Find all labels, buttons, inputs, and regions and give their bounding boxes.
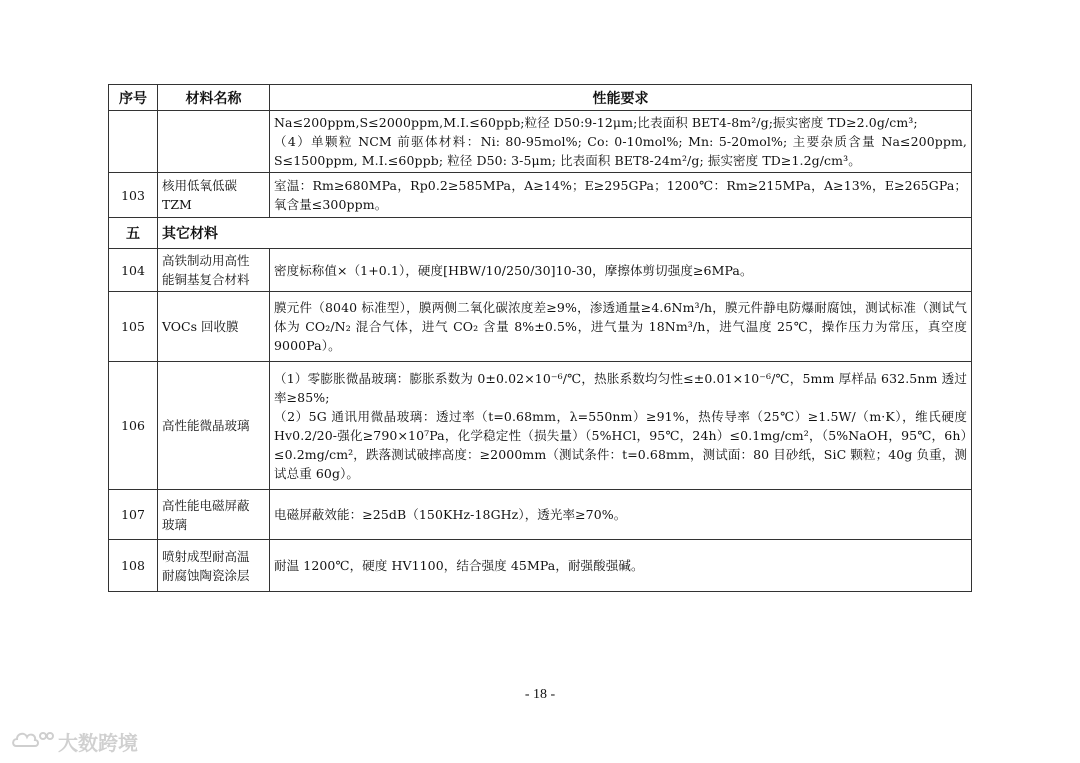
row-requirement bbox=[270, 249, 972, 292]
table-row bbox=[109, 540, 972, 592]
row-material-name bbox=[158, 292, 270, 362]
row-number bbox=[109, 111, 158, 173]
row-requirement bbox=[270, 292, 972, 362]
watermark bbox=[10, 728, 138, 754]
table-row bbox=[109, 173, 972, 218]
row-requirement bbox=[270, 173, 972, 218]
requirement-line: 耐温 1200℃，硬度 HV1100，结合强度 45MPa，耐强酸强碱。 bbox=[274, 558, 644, 573]
material-name-line: 玻璃 bbox=[162, 516, 188, 532]
row-material-name bbox=[158, 173, 270, 218]
material-name-line: VOCs 回收膜 bbox=[162, 319, 239, 334]
requirement-line: Na≤200ppm,S≤2000ppm,M.I.≤60ppb;粒径 D50:9-12μm;比表面积 BET4-8m²/g;振实密度 TD≥2.0g/cm³; bbox=[274, 115, 918, 130]
material-name-line: 高性能电磁屏蔽 bbox=[162, 497, 250, 513]
row-requirement bbox=[270, 362, 972, 490]
row-requirement bbox=[270, 490, 972, 540]
row-number: 106 bbox=[109, 362, 158, 490]
material-name-line: 核用低氧低碳 bbox=[162, 178, 238, 193]
table-row bbox=[109, 111, 972, 173]
row-material-name bbox=[158, 490, 270, 540]
watermark-text: 大数跨境 bbox=[58, 730, 138, 755]
row-material-name bbox=[158, 362, 270, 490]
requirement-line: （4）单颗粒 NCM 前驱体材料：Ni: 80-95mol%; Co: 0-10mol%; Mn: 5-20mol%; 主要杂质含量 Na≤200ppm, S≤1500ppm, M.I.≤60ppb; 粒径 D50: 3-5μm; 比表面积 BET8-24m²/g; 振实密度 TD≥1.2g/cm³。 bbox=[274, 134, 967, 168]
material-name-line: 喷射成型耐高温 bbox=[162, 548, 250, 564]
row-number: 108 bbox=[109, 540, 158, 592]
row-material-name bbox=[158, 249, 270, 292]
row-number: 103 bbox=[109, 173, 158, 218]
header-material-name: 材料名称 bbox=[158, 85, 270, 111]
spec-table bbox=[108, 84, 972, 592]
material-name-line: 能铜基复合材料 bbox=[162, 272, 250, 287]
table-header-row bbox=[109, 85, 972, 111]
table-row bbox=[109, 362, 972, 490]
row-number: 104 bbox=[109, 249, 158, 292]
section-row bbox=[109, 218, 972, 249]
row-requirement bbox=[270, 111, 972, 173]
row-material-name bbox=[158, 540, 270, 592]
requirement-line: 电磁屏蔽效能：≥25dB（150KHz-18GHz），透光率≥70%。 bbox=[274, 507, 627, 522]
requirement-line: 密度标称值×（1+0.1），硬度[HBW/10/250/30]10-30，摩擦体剪切强度≥6MPa。 bbox=[274, 262, 753, 278]
material-name-line: 高铁制动用高性 bbox=[162, 253, 250, 268]
row-material-name bbox=[158, 111, 270, 173]
requirement-line: 室温：Rm≥680MPa，Rp0.2≥585MPa，A≥14%；E≥295GPa；1200℃：Rm≥215MPa，A≥13%，E≥265GPa；氧含量≤300ppm。 bbox=[274, 178, 967, 212]
table-row bbox=[109, 292, 972, 362]
header-performance: 性能要求 bbox=[270, 85, 972, 111]
cloud-logo-icon bbox=[10, 726, 54, 756]
page-number: - 18 - bbox=[524, 687, 556, 702]
section-title: 其它材料 bbox=[158, 218, 972, 249]
row-requirement bbox=[270, 540, 972, 592]
material-name-line: TZM bbox=[162, 197, 192, 212]
section-number: 五 bbox=[109, 218, 158, 249]
requirement-line: 膜元件（8040 标准型），膜两侧二氧化碳浓度差≥9%，渗透通量≥4.6Nm³/h，膜元件静电防爆耐腐蚀，测试标准（测试气体为 CO₂/N₂ 混合气体，进气 CO₂ 含量 8%±0.5%，进气量为 18Nm³/h，进气温度 25℃，操作压力为常压，真空度 9000Pa）。 bbox=[274, 300, 967, 353]
table-row bbox=[109, 490, 972, 540]
table-row bbox=[109, 249, 972, 292]
material-name-line: 耐腐蚀陶瓷涂层 bbox=[162, 567, 250, 583]
requirement-line: （2）5G 通讯用微晶玻璃：透过率（t=0.68mm，λ=550nm）≥91%，热传导率（25℃）≥1.5W/（m·K），维氏硬度 Hv0.2/20-强化≥790×10⁷Pa，化学稳定性（损失量）（5%HCl，95℃，24h）≤0.1mg/cm²，（5%NaOH，95℃，6h）≤0.2mg/cm²，跌落测试破摔高度：≥2000mm（测试条件：t=0.68mm，测试面：80 目砂纸，SiC 颗粒；40g 负重，测试总重 60g）。 bbox=[274, 408, 967, 481]
material-name-line: 高性能微晶玻璃 bbox=[162, 418, 250, 433]
requirement-line: （1）零膨胀微晶玻璃：膨胀系数为 0±0.02×10⁻⁶/℃，热胀系数均匀性≤±0.01×10⁻⁶/℃，5mm 厚样品 632.5nm 透过率≥85%; bbox=[274, 370, 967, 405]
header-index: 序号 bbox=[109, 85, 158, 111]
row-number: 107 bbox=[109, 490, 158, 540]
row-number: 105 bbox=[109, 292, 158, 362]
